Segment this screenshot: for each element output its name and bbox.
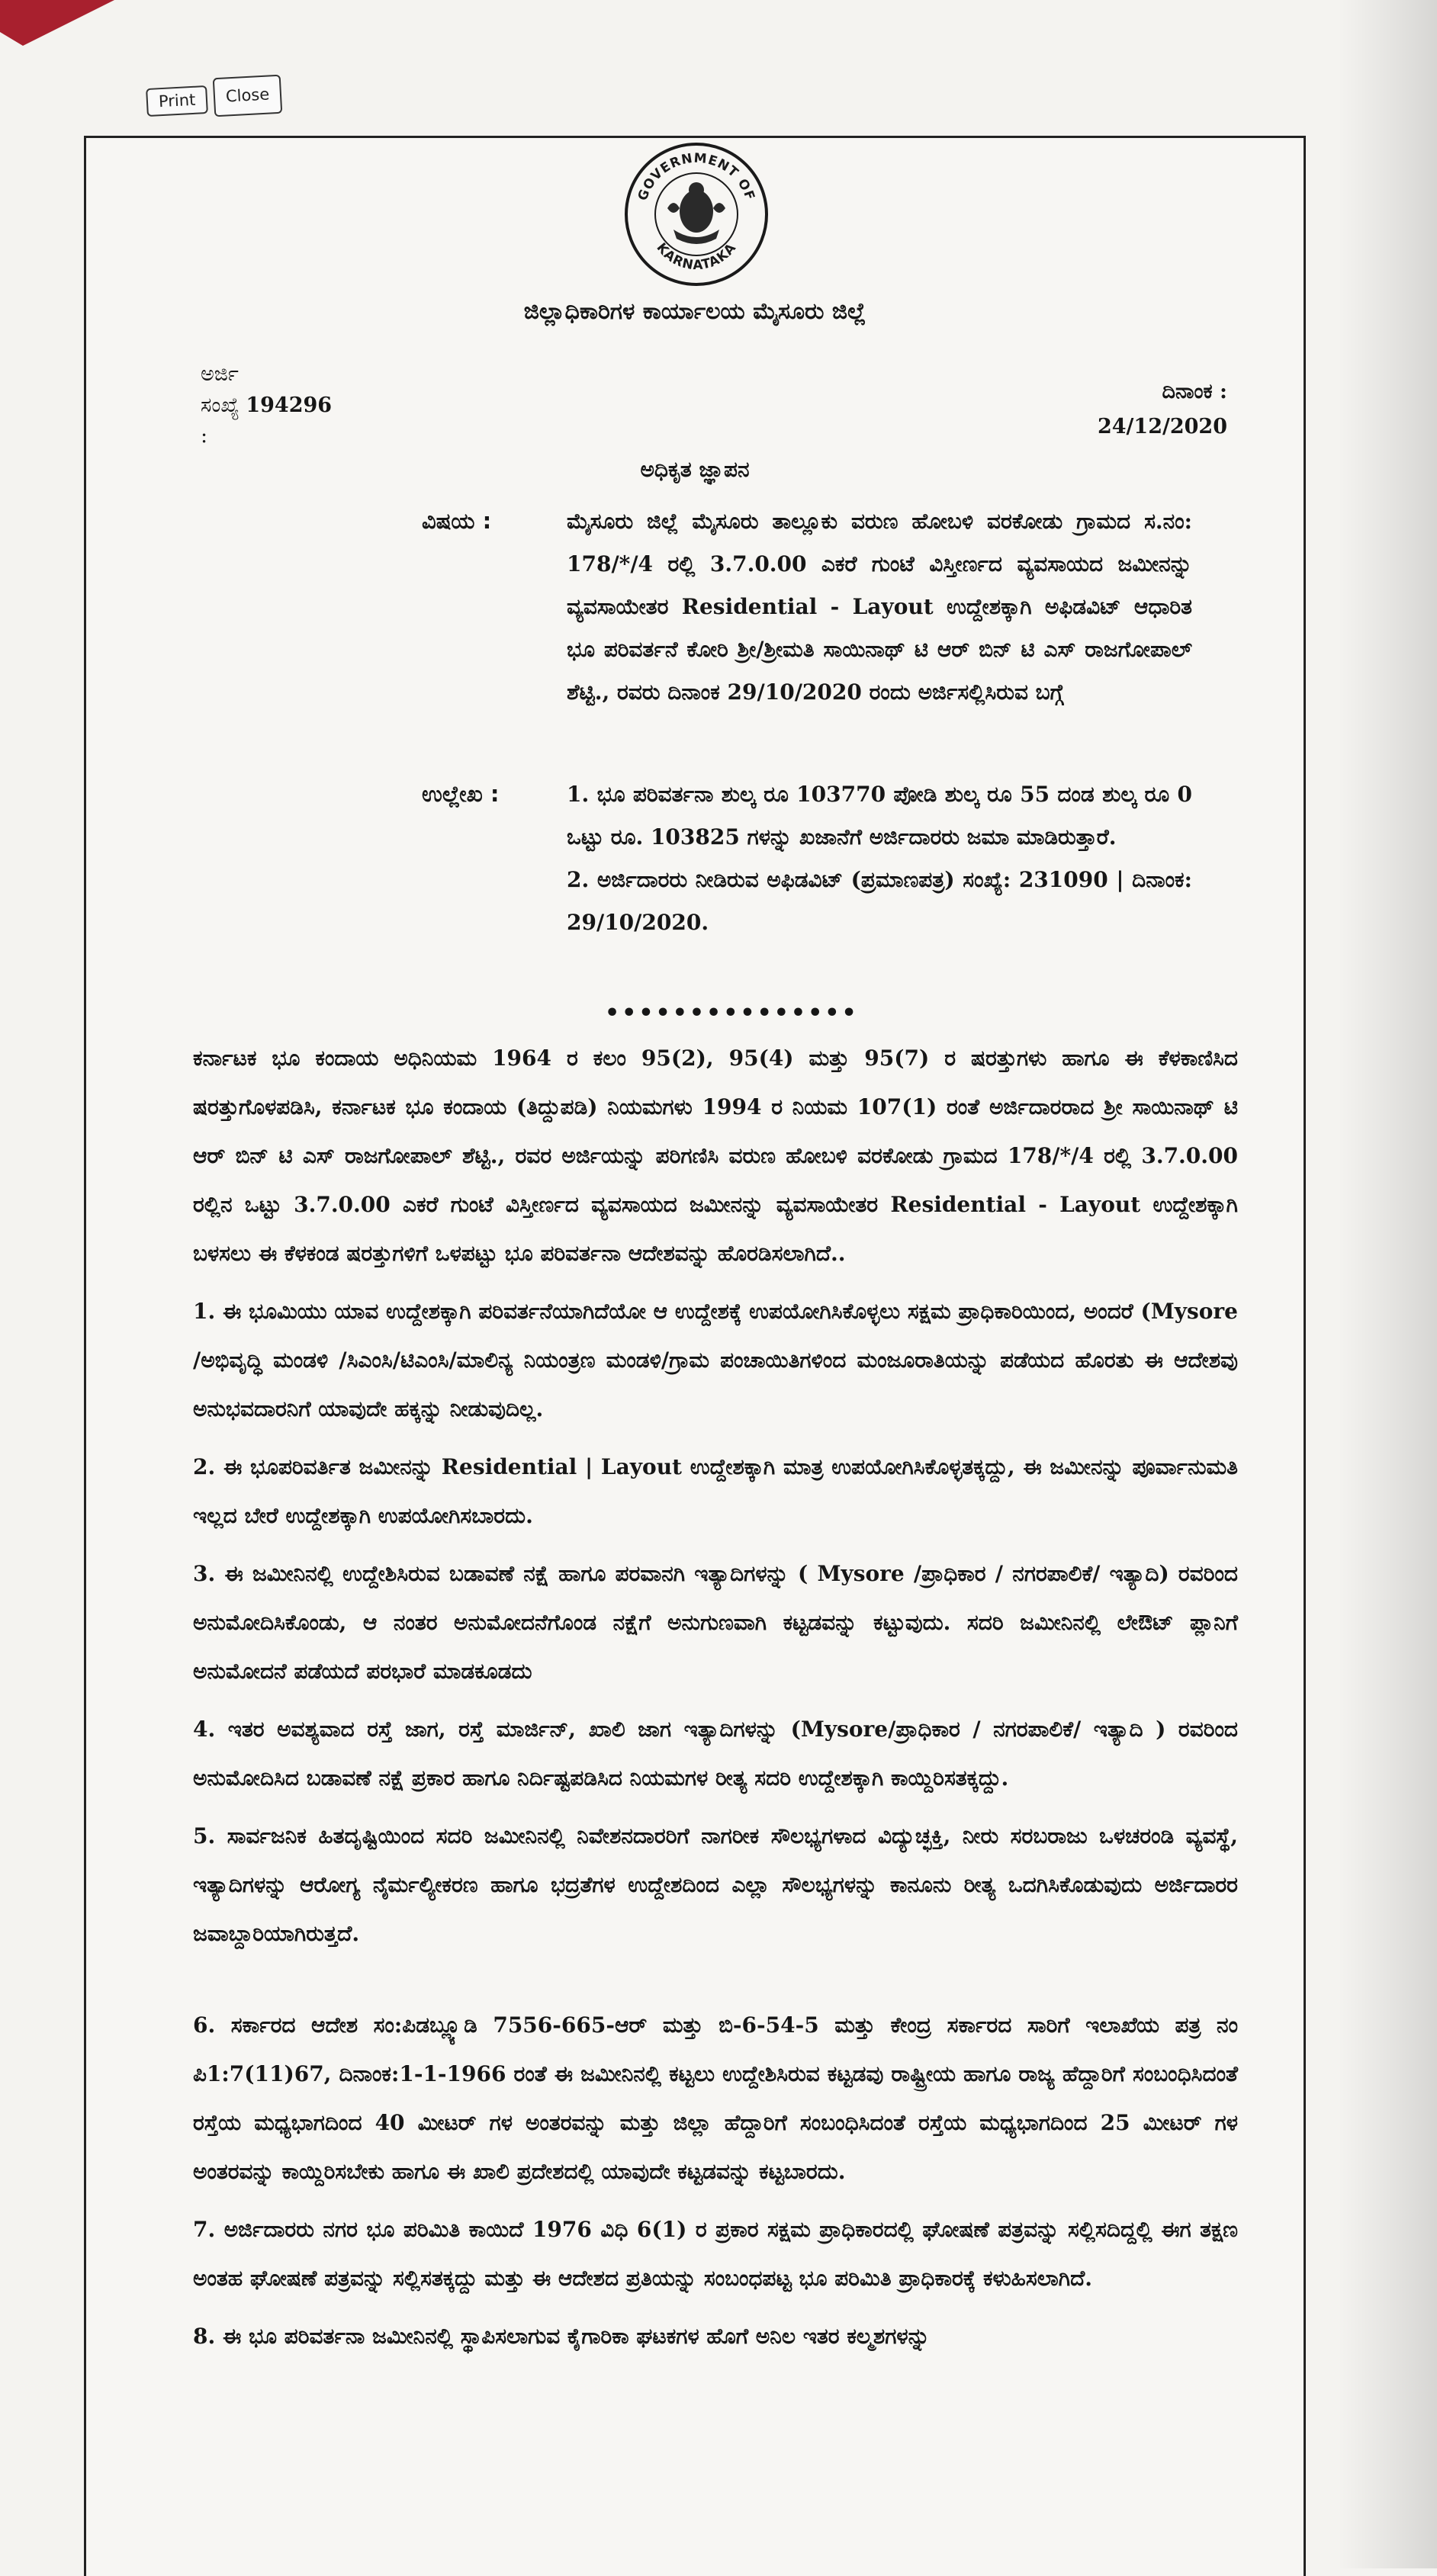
application-label: ಅರ್ಜಿ bbox=[201, 362, 239, 386]
separator-dots: ••••••••••••••• bbox=[605, 1000, 859, 1026]
date-label: ದಿನಾಂಕ : bbox=[1162, 380, 1227, 403]
number-colon: : bbox=[201, 424, 208, 448]
number-label: ಸಂಖ್ಯೆ bbox=[201, 393, 240, 417]
condition-4: 4. ಇತರ ಅವಶ್ಯವಾದ ರಸ್ತೆ ಜಾಗ, ರಸ್ತೆ ಮಾರ್ಜಿನ್, ಖಾಲಿ ಜಾಗ ಇತ್ಯಾದಿಗಳನ್ನು (Mysore/ಪ್ರಾಧಿಕಾರ / ನಗರಪಾಲಿಕೆ/ ಇತ್ಯಾದಿ ) ರವರಿಂದ ಅನುಮೋದಿಸಿದ ಬಡಾವಣೆ ನಕ್ಷೆ ಪ್ರಕಾರ ಹಾಗೂ ನಿರ್ದಿಷ್ಟಪಡಿಸಿದ ನಿಯಮಗಳ ರೀತ್ಯ ಸದರಿ ಉದ್ದೇಶಕ್ಕಾಗಿ ಕಾಯ್ದಿರಿಸತಕ್ಕದ್ದು. bbox=[193, 1717, 1238, 1791]
condition-1: 1. ಈ ಭೂಮಿಯು ಯಾವ ಉದ್ದೇಶಕ್ಕಾಗಿ ಪರಿವರ್ತನೆಯಾಗಿದೆಯೋ ಆ ಉದ್ದೇಶಕ್ಕೆ ಉಪಯೋಗಿಸಿಕೊಳ್ಳಲು ಸಕ್ಷಮ ಪ್ರಾಧಿಕಾರಿಯಿಂದ, ಅಂದರೆ (Mysore /ಅಭಿವೃದ್ಧಿ ಮಂಡಳಿ /ಸಿಎಂಸಿ/ಟಿಎಂಸಿ/ಮಾಲಿನ್ಯ ನಿಯಂತ್ರಣ ಮಂಡಳಿ/ಗ್ರಾಮ ಪಂಚಾಯಿತಿಗಳಿಂದ ಮಂಜೂರಾತಿಯನ್ನು ಪಡೆಯದ ಹೊರತು ಈ ಆದೇಶವು ಅನುಭವದಾರನಿಗೆ ಯಾವುದೇ ಹಕ್ಕನ್ನು ನೀಡುವುದಿಲ್ಲ. bbox=[193, 1299, 1238, 1421]
condition-5: 5. ಸಾರ್ವಜನಿಕ ಹಿತದೃಷ್ಟಿಯಿಂದ ಸದರಿ ಜಮೀನಿನಲ್ಲಿ ನಿವೇಶನದಾರರಿಗೆ ನಾಗರೀಕ ಸೌಲಭ್ಯಗಳಾದ ವಿದ್ಯುಚ್ಛಕ್ತಿ, ನೀರು ಸರಬರಾಜು ಒಳಚರಂಡಿ ವ್ಯವಸ್ಥೆ, ಇತ್ಯಾದಿಗಳನ್ನು ಆರೋಗ್ಯ ನೈರ್ಮಲ್ಯೀಕರಣ ಹಾಗೂ ಭದ್ರತೆಗಳ ಉದ್ದೇಶದಿಂದ ಎಲ್ಲಾ ಸೌಲಭ್ಯಗಳನ್ನು ಕಾನೂನು ರೀತ್ಯ ಒದಗಿಸಿಕೊಡುವುದು ಅರ್ಜಿದಾರರ ಜವಾಬ್ದಾರಿಯಾಗಿರುತ್ತದೆ. bbox=[193, 1823, 1238, 1946]
page-edge-shadow bbox=[1338, 0, 1437, 2568]
emblem-top-text: GOVERNMENT OF bbox=[635, 150, 758, 203]
reference-list bbox=[567, 773, 1192, 944]
condition-7: 7. ಅರ್ಜಿದಾರರು ನಗರ ಭೂ ಪರಿಮಿತಿ ಕಾಯಿದೆ 1976 ವಿಧಿ 6(1) ರ ಪ್ರಕಾರ ಸಕ್ಷಮ ಪ್ರಾಧಿಕಾರದಲ್ಲಿ ಘೋಷಣೆ ಪತ್ರವನ್ನು ಸಲ್ಲಿಸದಿದ್ದಲ್ಲಿ ಈಗ ತಕ್ಷಣ ಅಂತಹ ಘೋಷಣೆ ಪತ್ರವನ್ನು ಸಲ್ಲಿಸತಕ್ಕದ್ದು ಮತ್ತು ಈ ಆದೇಶದ ಪ್ರತಿಯನ್ನು ಸಂಬಂಧಪಟ್ಟ ಭೂ ಪರಿಮಿತಿ ಪ್ರಾಧಿಕಾರಕ್ಕೆ ಕಳುಹಿಸಲಾಗಿದೆ. bbox=[193, 2217, 1238, 2291]
reference-label: ಉಲ್ಲೇಖ : bbox=[422, 781, 500, 807]
office-title: ಜಿಲ್ಲಾಧಿಕಾರಿಗಳ ಕಾರ್ಯಾಲಯ ಮೈಸೂರು ಜಿಲ್ಲೆ bbox=[523, 298, 866, 325]
date-value: 24/12/2020 bbox=[1097, 414, 1227, 438]
order-intro-paragraph: ಕರ್ನಾಟಕ ಭೂ ಕಂದಾಯ ಅಧಿನಿಯಮ 1964 ರ ಕಲಂ 95(2), 95(4) ಮತ್ತು 95(7) ರ ಷರತ್ತುಗಳು ಹಾಗೂ ಈ ಕೆಳಕಾಣಿಸಿದ ಷರತ್ತುಗೊಳಪಡಿಸಿ, ಕರ್ನಾಟಕ ಭೂ ಕಂದಾಯ (ತಿದ್ದುಪಡಿ) ನಿಯಮಗಳು 1994 ರ ನಿಯಮ 107(1) ರಂತೆ ಅರ್ಜಿದಾರರಾದ ಶ್ರೀ ಸಾಯಿನಾಥ್ ಟಿ ಆರ್ ಬಿನ್ ಟಿ ಎಸ್ ರಾಜಗೋಪಾಲ್ ಶೆಟ್ಟಿ., ರವರ ಅರ್ಜಿಯನ್ನು ಪರಿಗಣಿಸಿ ವರುಣ ಹೋಬಳಿ ವರಕೋಡು ಗ್ರಾಮದ 178/*/4 ರಲ್ಲಿ 3.7.0.00 ರಲ್ಲಿನ ಒಟ್ಟು 3.7.0.00 ಎಕರೆ ಗುಂಟೆ ವಿಸ್ತೀರ್ಣದ ವ್ಯವಸಾಯದ ಜಮೀನನ್ನು ವ್ಯವಸಾಯೇತರ Residential - Layout ಉದ್ದೇಶಕ್ಕಾಗಿ ಬಳಸಲು ಈ ಕೆಳಕಂಡ ಷರತ್ತುಗಳಿಗೆ ಒಳಪಟ್ಟು ಭೂ ಪರಿವರ್ತನಾ ಆದೇಶವನ್ನು ಹೊರಡಿಸಲಾಗಿದೆ.. bbox=[193, 1045, 1238, 1266]
karnataka-emblem-icon bbox=[620, 138, 773, 291]
document-page bbox=[84, 136, 1306, 2576]
corner-stamp-mark bbox=[0, 0, 114, 46]
emblem-bottom-text: KARNATAKA bbox=[653, 240, 740, 274]
subject-label: ವಿಷಯ : bbox=[422, 508, 492, 534]
condition-6: 6. ಸರ್ಕಾರದ ಆದೇಶ ಸಂ:ಪಿಡಬ್ಲ್ಯೂಡಿ 7556-665-ಆರ್ ಮತ್ತು ಬಿ-6-54-5 ಮತ್ತು ಕೇಂದ್ರ ಸರ್ಕಾರದ ಸಾರಿಗೆ ಇಲಾಖೆಯ ಪತ್ರ ನಂ ಪಿ1:7(11)67, ದಿನಾಂಕ:1-1-1966 ರಂತೆ ಈ ಜಮೀನಿನಲ್ಲಿ ಕಟ್ಟಲು ಉದ್ದೇಶಿಸಿರುವ ಕಟ್ಟಡವು ರಾಷ್ಟ್ರೀಯ ಹಾಗೂ ರಾಜ್ಯ ಹೆದ್ದಾರಿಗೆ ಸಂಬಂಧಿಸಿದಂತೆ ರಸ್ತೆಯ ಮಧ್ಯಭಾಗದಿಂದ 40 ಮೀಟರ್ ಗಳ ಅಂತರವನ್ನು ಮತ್ತು ಜಿಲ್ಲಾ ಹೆದ್ದಾರಿಗೆ ಸಂಬಂಧಿಸಿದಂತೆ ರಸ್ತೆಯ ಮಧ್ಯಭಾಗದಿಂದ 25 ಮೀಟರ್ ಗಳ ಅಂತರವನ್ನು ಕಾಯ್ದಿರಿಸಬೇಕು ಹಾಗೂ ಈ ಖಾಲಿ ಪ್ರದೇಶದಲ್ಲಿ ಯಾವುದೇ ಕಟ್ಟಡವನ್ನು ಕಟ್ಟಬಾರದು. bbox=[193, 2012, 1238, 2184]
application-number-block bbox=[201, 359, 332, 452]
condition-8: 8. ಈ ಭೂ ಪರಿವರ್ತನಾ ಜಮೀನಿನಲ್ಲಿ ಸ್ಥಾಪಿಸಲಾಗುವ ಕೈಗಾರಿಕಾ ಘಟಕಗಳ ಹೊಗೆ ಅನಿಲ ಇತರ ಕಲ್ಮಶಗಳನ್ನು bbox=[193, 2324, 930, 2349]
close-button[interactable]: Close bbox=[213, 75, 283, 117]
application-number bbox=[201, 390, 332, 422]
svg-text:KARNATAKA bbox=[653, 240, 739, 273]
proceedings-title: ಅಧಿಕೃತ ಜ್ಞಾಪನ bbox=[640, 457, 750, 482]
reference-item-2: 2. ಅರ್ಜಿದಾರರು ನೀಡಿರುವ ಅಫಿಡವಿಟ್ (ಪ್ರಮಾಣಪತ್ರ) ಸಂಖ್ಯೆ: 231090 | ದಿನಾಂಕ: 29/10/2020. bbox=[567, 867, 1192, 935]
number-value: 194296 bbox=[246, 393, 333, 417]
subject-text: ಮೈಸೂರು ಜಿಲ್ಲೆ ಮೈಸೂರು ತಾಲ್ಲೂಕು ವರುಣ ಹೋಬಳಿ ವರಕೋಡು ಗ್ರಾಮದ ಸ.ನಂ: 178/*/4 ರಲ್ಲಿ 3.7.0.00 ಎಕರೆ ಗುಂಟೆ ವಿಸ್ತೀರ್ಣದ ವ್ಯವಸಾಯದ ಜಮೀನನ್ನು ವ್ಯವಸಾಯೇತರ Residential - Layout ಉದ್ದೇಶಕ್ಕಾಗಿ ಅಫಿಡವಿಟ್ ಆಧಾರಿತ ಭೂ ಪರಿವರ್ತನೆ ಕೋರಿ ಶ್ರೀ/ಶ್ರೀಮತಿ ಸಾಯಿನಾಥ್ ಟಿ ಆರ್ ಬಿನ್ ಟಿ ಎಸ್ ರಾಜಗೋಪಾಲ್ ಶೆಟ್ಟಿ., ರವರು ದಿನಾಂಕ 29/10/2020 ರಂದು ಅರ್ಜಿಸಲ್ಲಿಸಿರುವ ಬಗ್ಗೆ bbox=[567, 509, 1192, 705]
order-body bbox=[193, 1034, 1238, 2370]
reference-item-1: 1. ಭೂ ಪರಿವರ್ತನಾ ಶುಲ್ಕ ರೂ 103770 ಪೋಡಿ ಶುಲ್ಕ ರೂ 55 ದಂಡ ಶುಲ್ಕ ರೂ 0 ಒಟ್ಟು ರೂ. 103825 ಗಳನ್ನು ಖಜಾನೆಗೆ ಅರ್ಜಿದಾರರು ಜಮಾ ಮಾಡಿರುತ್ತಾರೆ. bbox=[567, 782, 1192, 850]
condition-2: 2. ಈ ಭೂಪರಿವರ್ತಿತ ಜಮೀನನ್ನು Residential | Layout ಉದ್ದೇಶಕ್ಕಾಗಿ ಮಾತ್ರ ಉಪಯೋಗಿಸಿಕೊಳ್ಳತಕ್ಕದ್ದು, ಈ ಜಮೀನನ್ನು ಪೂರ್ವಾನುಮತಿ ಇಲ್ಲದ ಬೇರೆ ಉದ್ದೇಶಕ್ಕಾಗಿ ಉಪಯೋಗಿಸಬಾರದು. bbox=[193, 1454, 1238, 1528]
toolbar bbox=[146, 76, 282, 115]
print-button[interactable]: Print bbox=[146, 85, 208, 117]
date-block bbox=[1098, 374, 1227, 445]
condition-3: 3. ಈ ಜಮೀನಿನಲ್ಲಿ ಉದ್ದೇಶಿಸಿರುವ ಬಡಾವಣೆ ನಕ್ಷೆ ಹಾಗೂ ಪರವಾನಗಿ ಇತ್ಯಾದಿಗಳನ್ನು ( Mysore /ಪ್ರಾಧಿಕಾರ / ನಗರಪಾಲಿಕೆ/ ಇತ್ಯಾದಿ) ರವರಿಂದ ಅನುಮೋದಿಸಿಕೊಂಡು, ಆ ನಂತರ ಅನುಮೋದನೆಗೊಂಡ ನಕ್ಷೆಗೆ ಅನುಗುಣವಾಗಿ ಕಟ್ಟಡವನ್ನು ಕಟ್ಟುವುದು. ಸದರಿ ಜಮೀನಿನಲ್ಲಿ ಲೇಔಟ್ ಪ್ಲಾನಿಗೆ ಅನುಮೋದನೆ ಪಡೆಯದೆ ಪರಭಾರೆ ಮಾಡಕೂಡದು bbox=[193, 1561, 1238, 1684]
